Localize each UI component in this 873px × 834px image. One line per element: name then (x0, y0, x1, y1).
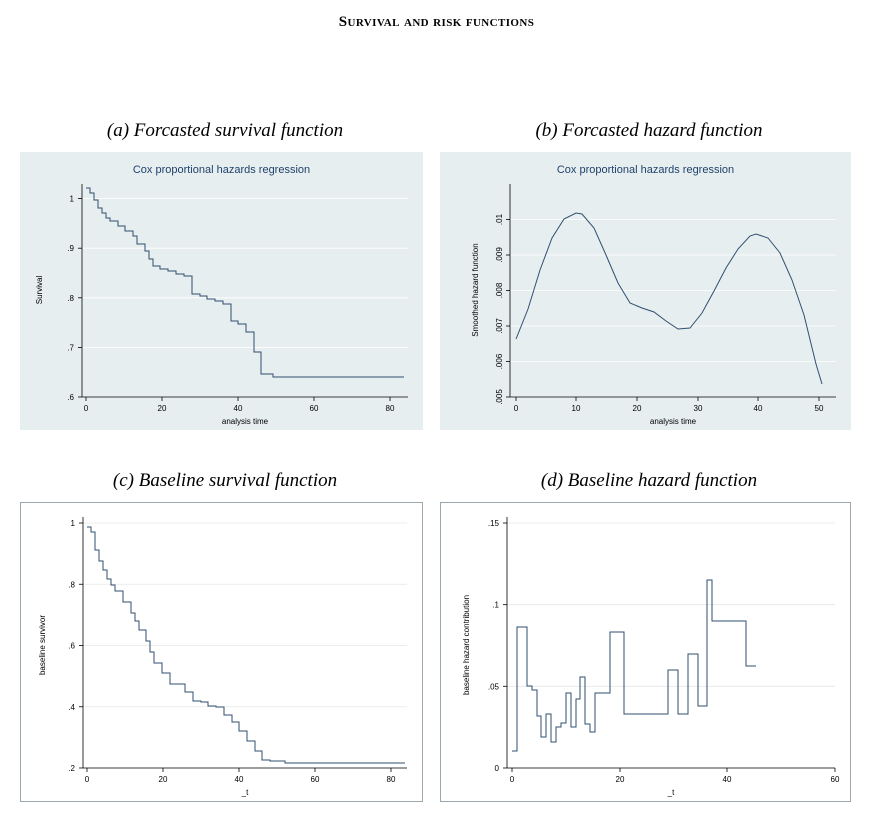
panel-d-caption: (d) Baseline hazard function (540, 470, 758, 491)
panel-c-chart (21, 503, 422, 801)
svg-text:1: 1 (70, 519, 75, 528)
panel-d-ylabel: baseline hazard contribution (462, 594, 471, 696)
panel-c-xlabel: _t (241, 788, 249, 797)
panel-a-inner-title: Cox proportional hazards regression (132, 164, 311, 176)
svg-text:.007: .007 (495, 318, 504, 334)
panel-c-plot (20, 502, 423, 802)
figure-title: Survival and risk functions (338, 14, 535, 30)
svg-text:0: 0 (84, 775, 90, 784)
panel-a (20, 120, 430, 430)
panel-b-inner-title: Cox proportional hazards regression (556, 164, 735, 176)
svg-text:1: 1 (69, 194, 74, 204)
svg-text:.7: .7 (67, 343, 74, 353)
panel-c-yticks (68, 519, 83, 773)
panel-d-yticks (488, 519, 507, 773)
svg-text:0: 0 (509, 775, 515, 784)
panel-c-caption: (c) Baseline survival function (112, 470, 338, 491)
svg-text:.4: .4 (68, 702, 75, 712)
svg-text:60: 60 (310, 775, 320, 784)
panel-b-yticks (495, 213, 510, 404)
svg-text:40: 40 (722, 775, 732, 784)
svg-text:40: 40 (234, 775, 244, 784)
svg-text:20: 20 (158, 775, 168, 784)
panel-d-xlabel: _t (667, 788, 675, 797)
panel-d-series (512, 580, 756, 751)
svg-text:.6: .6 (68, 641, 75, 651)
svg-text:10: 10 (571, 404, 581, 413)
panel-b-gridlines (510, 220, 836, 398)
svg-text:80: 80 (385, 404, 395, 413)
panel-b-xlabel: analysis time (649, 417, 697, 426)
svg-text:0: 0 (494, 764, 499, 773)
panel-a-xlabel: analysis time (221, 417, 269, 426)
panel-b-xticks (514, 397, 824, 413)
svg-text:0: 0 (513, 404, 519, 413)
panel-b-caption: (b) Forcasted hazard function (535, 120, 763, 141)
panel-a-plot (20, 152, 423, 430)
panel-d-chart (441, 503, 850, 801)
svg-text:.01: .01 (495, 213, 504, 226)
panel-b-plot (440, 152, 851, 430)
svg-text:50: 50 (814, 404, 824, 413)
svg-text:60: 60 (830, 775, 840, 784)
panel-b (440, 120, 858, 430)
panel-d (440, 470, 858, 802)
panel-a-ylabel: Survival (35, 275, 44, 305)
svg-text:0: 0 (83, 404, 89, 413)
svg-text:.005: .005 (495, 389, 504, 405)
svg-text:40: 40 (753, 404, 763, 413)
panel-b-ylabel: Smoothed hazard function (471, 243, 480, 337)
panel-a-caption: (a) Forcasted survival function (106, 120, 344, 141)
svg-text:80: 80 (386, 775, 396, 784)
panel-b-chart (440, 152, 851, 430)
svg-text:.8: .8 (67, 293, 74, 303)
panel-c-xticks (85, 768, 396, 784)
panel-a-chart (20, 152, 423, 430)
panel-c-series (87, 527, 405, 763)
svg-text:.05: .05 (487, 682, 499, 692)
svg-text:.008: .008 (495, 282, 504, 299)
panel-a-series (86, 188, 404, 377)
svg-text:.1: .1 (492, 600, 499, 610)
panel-b-series (516, 213, 822, 384)
svg-text:20: 20 (615, 775, 625, 784)
svg-text:20: 20 (157, 404, 167, 413)
panel-d-plot (440, 502, 851, 802)
svg-text:.15: .15 (487, 519, 499, 528)
panel-a-xticks (84, 397, 395, 413)
svg-text:20: 20 (632, 404, 642, 413)
svg-text:30: 30 (693, 404, 703, 413)
svg-text:.6: .6 (67, 393, 74, 402)
panel-a-gridlines (82, 199, 408, 397)
svg-text:60: 60 (309, 404, 319, 413)
svg-text:.8: .8 (68, 580, 75, 590)
svg-text:.2: .2 (68, 764, 75, 773)
svg-text:.9: .9 (67, 244, 74, 254)
svg-text:40: 40 (233, 404, 243, 413)
panel-c-ylabel: baseline survivor (38, 614, 47, 676)
svg-text:.009: .009 (495, 247, 504, 263)
svg-text:.006: .006 (495, 353, 504, 370)
panel-a-yticks (67, 195, 82, 402)
panel-d-xticks (510, 768, 840, 784)
panel-c (20, 470, 430, 802)
